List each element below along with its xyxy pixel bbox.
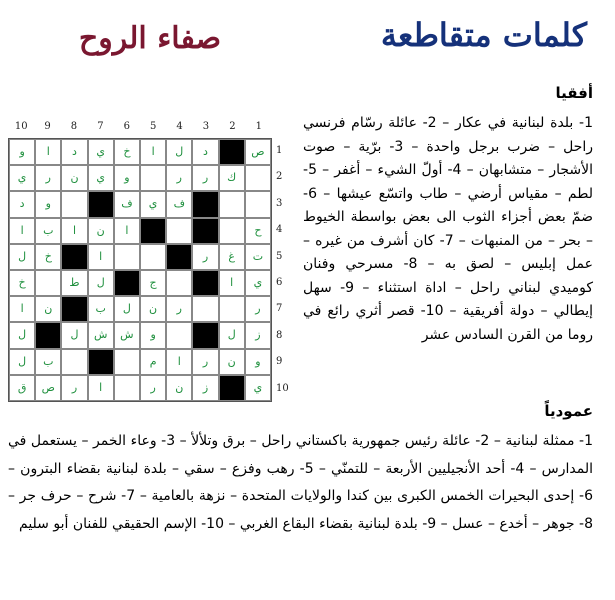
black-cell: [61, 244, 87, 270]
grid-cell[interactable]: و: [9, 139, 35, 165]
column-number: 7: [97, 121, 104, 132]
grid-cell[interactable]: ر: [166, 296, 192, 322]
grid-cell[interactable]: ن: [35, 296, 61, 322]
grid-cell[interactable]: ص: [35, 375, 61, 401]
grid-cell[interactable]: ا: [114, 218, 140, 244]
black-cell: [192, 322, 218, 348]
grid-cell[interactable]: ر: [192, 244, 218, 270]
grid-cell[interactable]: ر: [192, 349, 218, 375]
grid-cell[interactable]: خ: [114, 139, 140, 165]
black-cell: [61, 296, 87, 322]
grid-cell[interactable]: ر: [245, 296, 271, 322]
grid-cell[interactable]: ل: [9, 244, 35, 270]
across-heading: أفقيا: [555, 84, 593, 102]
grid-cell[interactable]: غ: [219, 244, 245, 270]
black-cell: [219, 375, 245, 401]
grid-cell[interactable]: [166, 270, 192, 296]
grid-cell[interactable]: ا: [166, 349, 192, 375]
grid-cell[interactable]: ص: [245, 139, 271, 165]
grid-cell[interactable]: ل: [114, 296, 140, 322]
row-number: 6: [276, 277, 283, 288]
grid-cell[interactable]: ز: [245, 322, 271, 348]
grid-cell[interactable]: [61, 349, 87, 375]
grid-cell[interactable]: ا: [9, 296, 35, 322]
row-number: 5: [276, 250, 283, 262]
grid-cell[interactable]: ك: [219, 165, 245, 191]
column-number: 10: [14, 121, 28, 132]
row-number: 2: [276, 171, 283, 183]
grid-cell[interactable]: ي: [140, 191, 166, 217]
grid-cell[interactable]: ا: [35, 139, 61, 165]
grid-cell[interactable]: ر: [140, 375, 166, 401]
grid-cell[interactable]: [114, 244, 140, 270]
row-number: 9: [276, 356, 283, 368]
black-cell: [88, 191, 114, 217]
grid-cell[interactable]: ش: [88, 322, 114, 348]
grid-cell[interactable]: ت: [245, 244, 271, 270]
grid-cell[interactable]: ب: [35, 218, 61, 244]
grid-cell[interactable]: و: [140, 322, 166, 348]
grid-cell[interactable]: ن: [140, 296, 166, 322]
black-cell: [88, 349, 114, 375]
grid-cell[interactable]: ج: [140, 270, 166, 296]
grid-cell[interactable]: و: [114, 165, 140, 191]
grid-cell[interactable]: ل: [9, 322, 35, 348]
row-number: 8: [276, 329, 283, 341]
grid-cell[interactable]: ي: [245, 270, 271, 296]
down-clues: 1- ممثلة لبنانية – 2- عائلة رئيس جمهورية باكستاني راحل – برق وتلألأ – 3- وعاء الخمر – يستعمل في المدارس – 4- أحد الأنجيليين الأربعة – للتمنّي – 5- رهب وفزع – سقي – بلدة لبنانية بقضاء البترون – 6- إحدى البحيرات الخمس الكبرى بين كندا والولايات المتحدة – نزهة بالعامية – 7- شرح – حرف جر – 8- جوهر – أخدع – عسل – 9- بلدة لبنانية بقضاء البقاع الغربي – 10- الإسم الحقيقي للفنان أبو سليم: [8, 433, 594, 532]
grid-cell[interactable]: ب: [88, 296, 114, 322]
grid-cell[interactable]: ف: [114, 191, 140, 217]
column-number: 3: [202, 121, 210, 132]
grid-cell[interactable]: [140, 244, 166, 270]
grid-cell[interactable]: ز: [192, 375, 218, 401]
grid-cell[interactable]: ي: [88, 139, 114, 165]
grid-cell[interactable]: م: [140, 349, 166, 375]
row-number: 3: [276, 197, 283, 209]
grid-cell[interactable]: ا: [219, 270, 245, 296]
column-number: 2: [229, 121, 236, 132]
black-cell: [140, 218, 166, 244]
grid-cell[interactable]: ن: [61, 165, 87, 191]
row-numbers: [276, 138, 294, 402]
grid-cell[interactable]: و: [245, 349, 271, 375]
grid-cell[interactable]: ف: [166, 191, 192, 217]
grid-cell[interactable]: [114, 349, 140, 375]
grid-cell[interactable]: [166, 218, 192, 244]
grid-cell[interactable]: د: [61, 139, 87, 165]
grid-cell[interactable]: د: [9, 191, 35, 217]
grid-cell[interactable]: ح: [245, 218, 271, 244]
grid-cell[interactable]: و: [35, 191, 61, 217]
black-cell: [35, 322, 61, 348]
grid-cell[interactable]: [219, 218, 245, 244]
grid-cell[interactable]: ا: [9, 218, 35, 244]
across-clues: 1- بلدة لبنانية في عكار – 2- عائلة رسّام فرنسي راحل – ضرب برجل واحدة – 3- برّية – صوت الأشجار – متشابهان – 4- أولّ الشيء – أغفر – 5- لطم – مقياس أرضي – طاب واتسّع عيشها – 6- ضمّ بعض أجزاء الثوب الى بعض بواسطة الخيوط – بحر – من المنبهات – 7- كان أشرف من غيره – عمل إبليس – لصق به – 8- مسرحي وفنان كوميدي لبناني راحل – اداة استثناء – 9- سهل إيطالي – دولة أفريقية – 10- قصر أثري رائع في روما من القرن السادس عشر: [303, 115, 593, 343]
column-number: 9: [44, 121, 51, 132]
grid-cell[interactable]: ل: [166, 139, 192, 165]
grid-cell[interactable]: ا: [88, 375, 114, 401]
grid-cell[interactable]: ا: [61, 218, 87, 244]
grid-cell[interactable]: [192, 296, 218, 322]
row-number: 10: [276, 382, 289, 394]
grid-cell[interactable]: ر: [166, 165, 192, 191]
grid-cell[interactable]: ي: [88, 165, 114, 191]
grid-cell[interactable]: [245, 165, 271, 191]
grid-cell[interactable]: [219, 191, 245, 217]
black-cell: [192, 218, 218, 244]
black-cell: [114, 270, 140, 296]
grid-cell[interactable]: ل: [9, 349, 35, 375]
column-numbers: [8, 118, 272, 136]
grid-cell[interactable]: ي: [9, 165, 35, 191]
grid-cell[interactable]: [61, 191, 87, 217]
grid-cell[interactable]: ا: [140, 139, 166, 165]
column-number: 4: [176, 121, 183, 132]
row-number: 7: [276, 303, 283, 315]
row-number: 4: [276, 224, 283, 236]
row-number: 1: [276, 145, 283, 156]
column-number: 8: [70, 121, 78, 132]
black-cell: [166, 244, 192, 270]
column-number: 5: [150, 121, 157, 132]
grid-cell[interactable]: [245, 191, 271, 217]
grid-cell[interactable]: ش: [114, 322, 140, 348]
crossword-grid: [8, 138, 272, 402]
grid-cell[interactable]: [114, 375, 140, 401]
column-number: 1: [255, 121, 262, 132]
grid-cell[interactable]: ر: [35, 165, 61, 191]
down-heading: عمودياً: [544, 402, 593, 420]
grid-cell[interactable]: ا: [88, 244, 114, 270]
grid-cell[interactable]: ر: [192, 165, 218, 191]
grid-cell[interactable]: ن: [88, 218, 114, 244]
black-cell: [192, 191, 218, 217]
grid-cell[interactable]: ل: [61, 322, 87, 348]
grid-cell[interactable]: ط: [61, 270, 87, 296]
grid-cell[interactable]: [140, 165, 166, 191]
grid-cell[interactable]: [166, 322, 192, 348]
page-title: كلمات متقاطعة: [380, 16, 587, 54]
grid-cell[interactable]: ق: [9, 375, 35, 401]
black-cell: [219, 139, 245, 165]
grid-cell[interactable]: ب: [35, 349, 61, 375]
grid-cell[interactable]: ن: [166, 375, 192, 401]
grid-cell[interactable]: خ: [35, 244, 61, 270]
grid-cell[interactable]: [219, 296, 245, 322]
grid-cell[interactable]: خ: [9, 270, 35, 296]
grid-cell[interactable]: ل: [88, 270, 114, 296]
grid-cell[interactable]: ر: [61, 375, 87, 401]
grid-cell[interactable]: ل: [219, 322, 245, 348]
grid-cell[interactable]: د: [192, 139, 218, 165]
grid-cell[interactable]: ي: [245, 375, 271, 401]
grid-cell[interactable]: [35, 270, 61, 296]
black-cell: [192, 270, 218, 296]
grid-cell[interactable]: ن: [219, 349, 245, 375]
page-subtitle: صفاء الروح: [78, 21, 222, 56]
column-number: 6: [123, 121, 130, 132]
